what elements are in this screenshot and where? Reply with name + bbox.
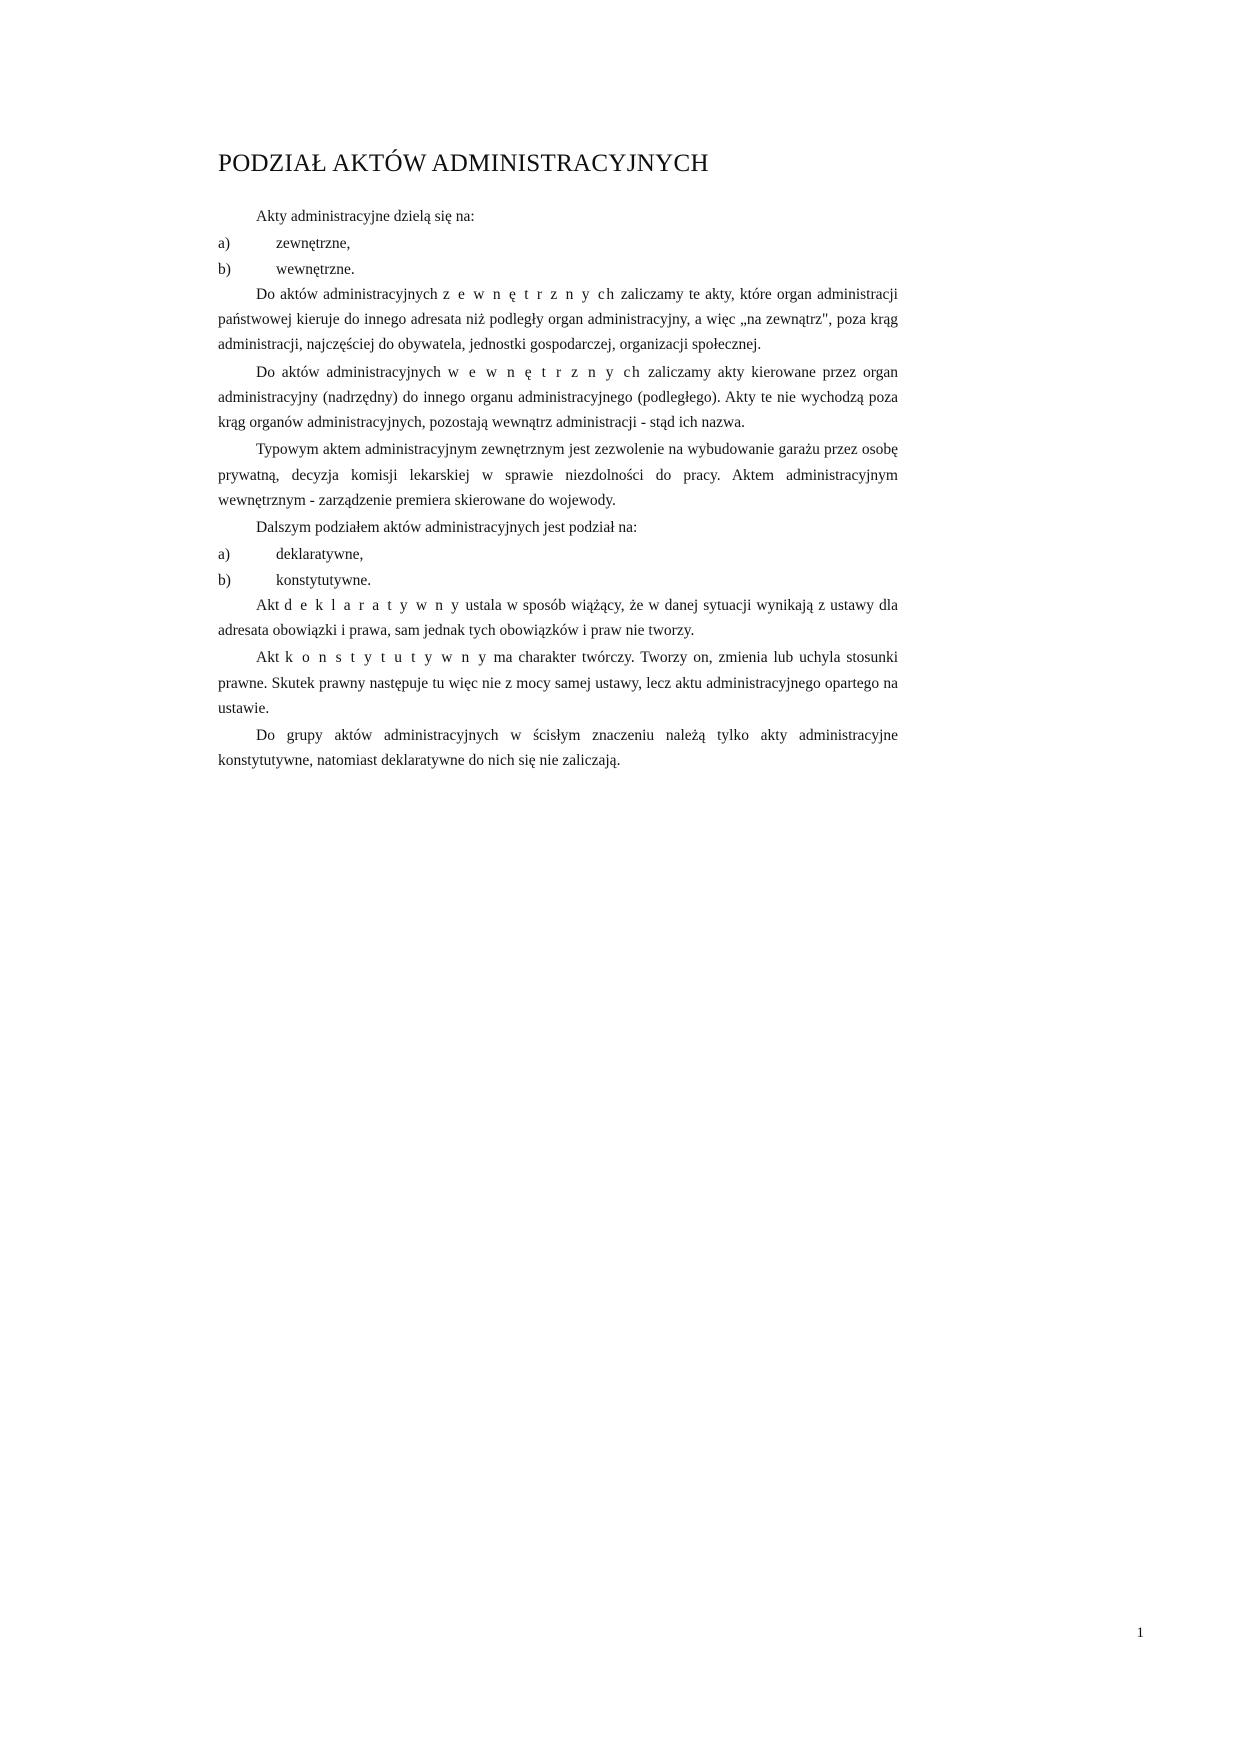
list-marker: a) <box>218 546 231 564</box>
paragraph-constitutive-emphasis: k o n s t y t u t y w n y <box>285 649 488 667</box>
list-marker: b) <box>218 571 231 589</box>
list-item <box>218 231 898 256</box>
list-item-label: wewnętrzne. <box>276 260 355 278</box>
paragraph-constitutive-act <box>218 645 898 721</box>
paragraph-external-acts <box>218 282 898 358</box>
page-title: PODZIAŁ AKTÓW ADMINISTRACYJNYCH <box>218 150 709 177</box>
list-item <box>218 542 898 567</box>
list-marker: b) <box>218 260 231 278</box>
paragraph-declarative-post: ustala w sposób wiążący, że w danej sytuacji wynikają z ustawy dla adresata obowiązki i prawa, sam jednak tych obowiązków i praw nie tworzy. <box>218 596 898 639</box>
paragraph-constitutive-post: ma charakter twórczy. Tworzy on, zmienia lub uchyla stosunki prawne. Skutek prawny następuje tu więc nie z mocy samej ustawy, lecz aktu administracyjnego opartego na ustawie. <box>218 649 898 717</box>
paragraph-typical-example: Typowym aktem administracyjnym zewnętrznym jest zezwolenie na wybudowanie garażu przez osobę prywatną, decyzja komisji lekarskiej w sprawie niezdolności do pracy. Aktem administracyjnym wewnętrznym - zarządzenie premiera skierowane do wojewody. <box>218 441 898 509</box>
paragraph-declarative-emphasis: d e k l a r a t y w n y <box>284 596 461 614</box>
paragraph-external-post: zaliczamy te akty, które organ administracji państwowej kieruje do innego adresata niż podległy organ administracyjny, a więc „na zewnątrz", poza krąg administracji, najczęściej do obywatela, jednostki gospodarczej, organizacji społecznej. <box>218 285 898 354</box>
paragraph-internal-post: zaliczamy akty kierowane przez organ administracyjny (nadrzędny) do innego organu administracyjnego (podległego). Akty te nie wychodzą poza krąg organów administracyjnych, pozostają wewnątrz administracji - stąd ich nazwa. <box>218 363 898 431</box>
paragraph-external-emphasis: z e w n ę t r z n y ch <box>442 285 616 303</box>
list-item-label: zewnętrzne, <box>276 235 351 253</box>
list-item <box>218 257 898 282</box>
list-marker: a) <box>218 235 231 253</box>
paragraph-declarative-pre: Akt <box>256 596 285 614</box>
list-item-label: konstytutywne. <box>276 571 372 589</box>
paragraph-constitutive-pre: Akt <box>256 649 286 667</box>
paragraph-internal-acts <box>218 360 898 436</box>
paragraph-declarative-act <box>218 593 898 644</box>
paragraph-strict-group: Do grupy aktów administracyjnych w ścisłym znaczeniu należą tylko akty administracyjne konstytutywne, natomiast deklaratywne do nich się nie zaliczają. <box>218 727 898 770</box>
paragraph-external-pre: Do aktów administracyjnych <box>256 285 443 303</box>
page-number: 1 <box>1136 1625 1144 1641</box>
paragraph-internal-emphasis: w e w n ę t r z n y ch <box>447 363 642 381</box>
list-item <box>218 568 898 593</box>
intro-paragraph: Akty administracyjne dzielą się na: <box>256 208 475 225</box>
paragraph-further-division: Dalszym podziałem aktów administracyjnych jest podział na: <box>256 519 638 536</box>
list-item-label: deklaratywne, <box>276 546 364 564</box>
paragraph-internal-pre: Do aktów administracyjnych <box>256 363 448 381</box>
document-body <box>218 150 898 776</box>
